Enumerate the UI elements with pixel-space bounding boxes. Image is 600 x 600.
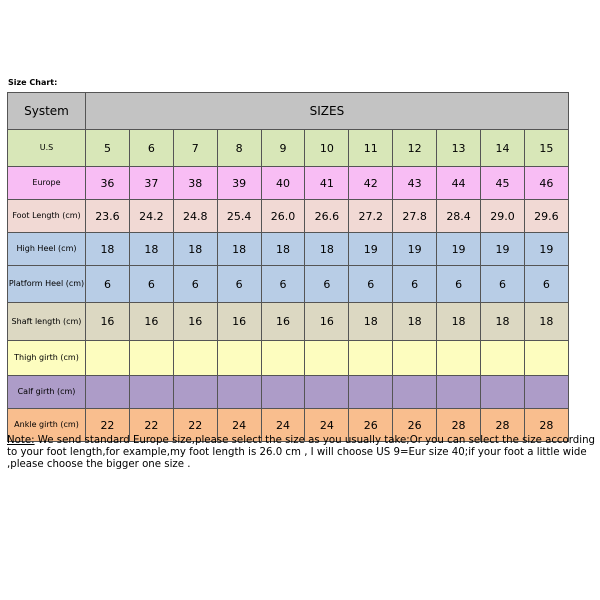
row-label: Europe xyxy=(8,167,86,200)
size-cell: 6 xyxy=(524,266,568,303)
row-label: Calf girth (cm) xyxy=(8,376,86,409)
size-cell: 16 xyxy=(217,303,261,341)
size-cell: 6 xyxy=(173,266,217,303)
size-cell xyxy=(481,341,525,376)
size-cell: 36 xyxy=(86,167,130,200)
size-cell: 6 xyxy=(305,266,349,303)
size-cell: 6 xyxy=(261,266,305,303)
note-text xyxy=(7,435,599,471)
size-cell xyxy=(481,376,525,409)
row-label: U.S xyxy=(8,130,86,167)
size-cell: 28 xyxy=(481,409,525,442)
system-header: System xyxy=(8,93,86,130)
size-cell: 5 xyxy=(86,130,130,167)
note-body: We send standard Europe size,please select the size as you usually take;Or you can select the size according to your foot length,for example,my foot length is 26.0 cm , I will choose US 9=Eur size 40;if your foot a little wide ,please choose the bigger one size . xyxy=(7,435,595,470)
size-cell xyxy=(349,376,393,409)
size-cell xyxy=(173,376,217,409)
size-cell: 9 xyxy=(261,130,305,167)
size-cell xyxy=(217,341,261,376)
size-cell xyxy=(437,376,481,409)
size-cell: 29.0 xyxy=(481,200,525,233)
size-cell: 43 xyxy=(393,167,437,200)
size-cell: 6 xyxy=(481,266,525,303)
size-cell: 18 xyxy=(393,303,437,341)
table-row xyxy=(8,376,569,409)
table-row xyxy=(8,303,569,341)
table-row xyxy=(8,233,569,266)
size-cell: 6 xyxy=(349,266,393,303)
row-label: Ankle girth (cm) xyxy=(8,409,86,442)
size-cell: 22 xyxy=(129,409,173,442)
size-cell: 18 xyxy=(349,303,393,341)
size-cell xyxy=(305,376,349,409)
chart-title: Size Chart: xyxy=(8,78,58,87)
size-cell: 37 xyxy=(129,167,173,200)
size-cell xyxy=(86,341,130,376)
size-cell: 12 xyxy=(393,130,437,167)
size-cell: 24 xyxy=(305,409,349,442)
size-cell: 28 xyxy=(524,409,568,442)
size-cell: 14 xyxy=(481,130,525,167)
size-cell xyxy=(86,376,130,409)
size-cell: 22 xyxy=(173,409,217,442)
size-cell: 24 xyxy=(261,409,305,442)
row-label: High Heel (cm) xyxy=(8,233,86,266)
size-cell xyxy=(261,341,305,376)
size-cell xyxy=(393,341,437,376)
table-row xyxy=(8,167,569,200)
size-cell: 26.6 xyxy=(305,200,349,233)
size-cell: 44 xyxy=(437,167,481,200)
size-cell: 27.2 xyxy=(349,200,393,233)
size-cell: 38 xyxy=(173,167,217,200)
row-label: Platform Heel (cm) xyxy=(8,266,86,303)
note-label: Note: xyxy=(7,435,35,446)
size-cell: 6 xyxy=(129,130,173,167)
size-cell: 27.8 xyxy=(393,200,437,233)
size-cell: 18 xyxy=(481,303,525,341)
size-cell: 16 xyxy=(305,303,349,341)
size-cell: 8 xyxy=(217,130,261,167)
table-header-row xyxy=(8,93,569,130)
size-cell: 15 xyxy=(524,130,568,167)
table-row xyxy=(8,130,569,167)
size-cell xyxy=(524,341,568,376)
sizes-header: SIZES xyxy=(86,93,569,130)
size-cell xyxy=(129,341,173,376)
size-cell: 6 xyxy=(437,266,481,303)
size-cell: 24.2 xyxy=(129,200,173,233)
size-cell: 10 xyxy=(305,130,349,167)
size-cell: 18 xyxy=(261,233,305,266)
size-cell: 6 xyxy=(86,266,130,303)
size-cell: 18 xyxy=(129,233,173,266)
size-cell: 19 xyxy=(393,233,437,266)
size-cell xyxy=(305,341,349,376)
size-cell: 18 xyxy=(437,303,481,341)
size-cell: 39 xyxy=(217,167,261,200)
size-cell: 6 xyxy=(393,266,437,303)
size-cell: 18 xyxy=(524,303,568,341)
size-cell: 18 xyxy=(173,233,217,266)
size-chart-table xyxy=(7,92,569,442)
size-cell: 29.6 xyxy=(524,200,568,233)
size-cell: 6 xyxy=(129,266,173,303)
size-cell: 23.6 xyxy=(86,200,130,233)
size-cell xyxy=(524,376,568,409)
row-label: Thigh girth (cm) xyxy=(8,341,86,376)
size-cell xyxy=(217,376,261,409)
size-cell: 16 xyxy=(86,303,130,341)
size-cell: 22 xyxy=(86,409,130,442)
size-cell: 41 xyxy=(305,167,349,200)
size-cell: 24.8 xyxy=(173,200,217,233)
size-cell xyxy=(261,376,305,409)
size-cell: 16 xyxy=(261,303,305,341)
table-row xyxy=(8,341,569,376)
size-cell: 19 xyxy=(524,233,568,266)
size-cell: 19 xyxy=(481,233,525,266)
size-cell: 25.4 xyxy=(217,200,261,233)
size-cell: 7 xyxy=(173,130,217,167)
size-cell: 26 xyxy=(393,409,437,442)
table-row xyxy=(8,200,569,233)
size-cell: 26.0 xyxy=(261,200,305,233)
size-cell: 26 xyxy=(349,409,393,442)
size-cell: 19 xyxy=(437,233,481,266)
size-cell: 19 xyxy=(349,233,393,266)
size-cell: 13 xyxy=(437,130,481,167)
size-cell: 18 xyxy=(217,233,261,266)
size-cell: 11 xyxy=(349,130,393,167)
size-cell: 42 xyxy=(349,167,393,200)
size-cell xyxy=(129,376,173,409)
size-cell: 28.4 xyxy=(437,200,481,233)
size-cell: 18 xyxy=(86,233,130,266)
size-cell xyxy=(437,341,481,376)
size-cell: 16 xyxy=(129,303,173,341)
size-cell: 24 xyxy=(217,409,261,442)
size-cell: 45 xyxy=(481,167,525,200)
size-cell xyxy=(349,341,393,376)
size-cell: 16 xyxy=(173,303,217,341)
size-cell xyxy=(173,341,217,376)
size-cell: 40 xyxy=(261,167,305,200)
size-cell: 46 xyxy=(524,167,568,200)
row-label: Foot Length (cm) xyxy=(8,200,86,233)
size-cell: 6 xyxy=(217,266,261,303)
table-row xyxy=(8,266,569,303)
size-cell: 28 xyxy=(437,409,481,442)
row-label: Shaft length (cm) xyxy=(8,303,86,341)
size-cell: 18 xyxy=(305,233,349,266)
size-cell xyxy=(393,376,437,409)
